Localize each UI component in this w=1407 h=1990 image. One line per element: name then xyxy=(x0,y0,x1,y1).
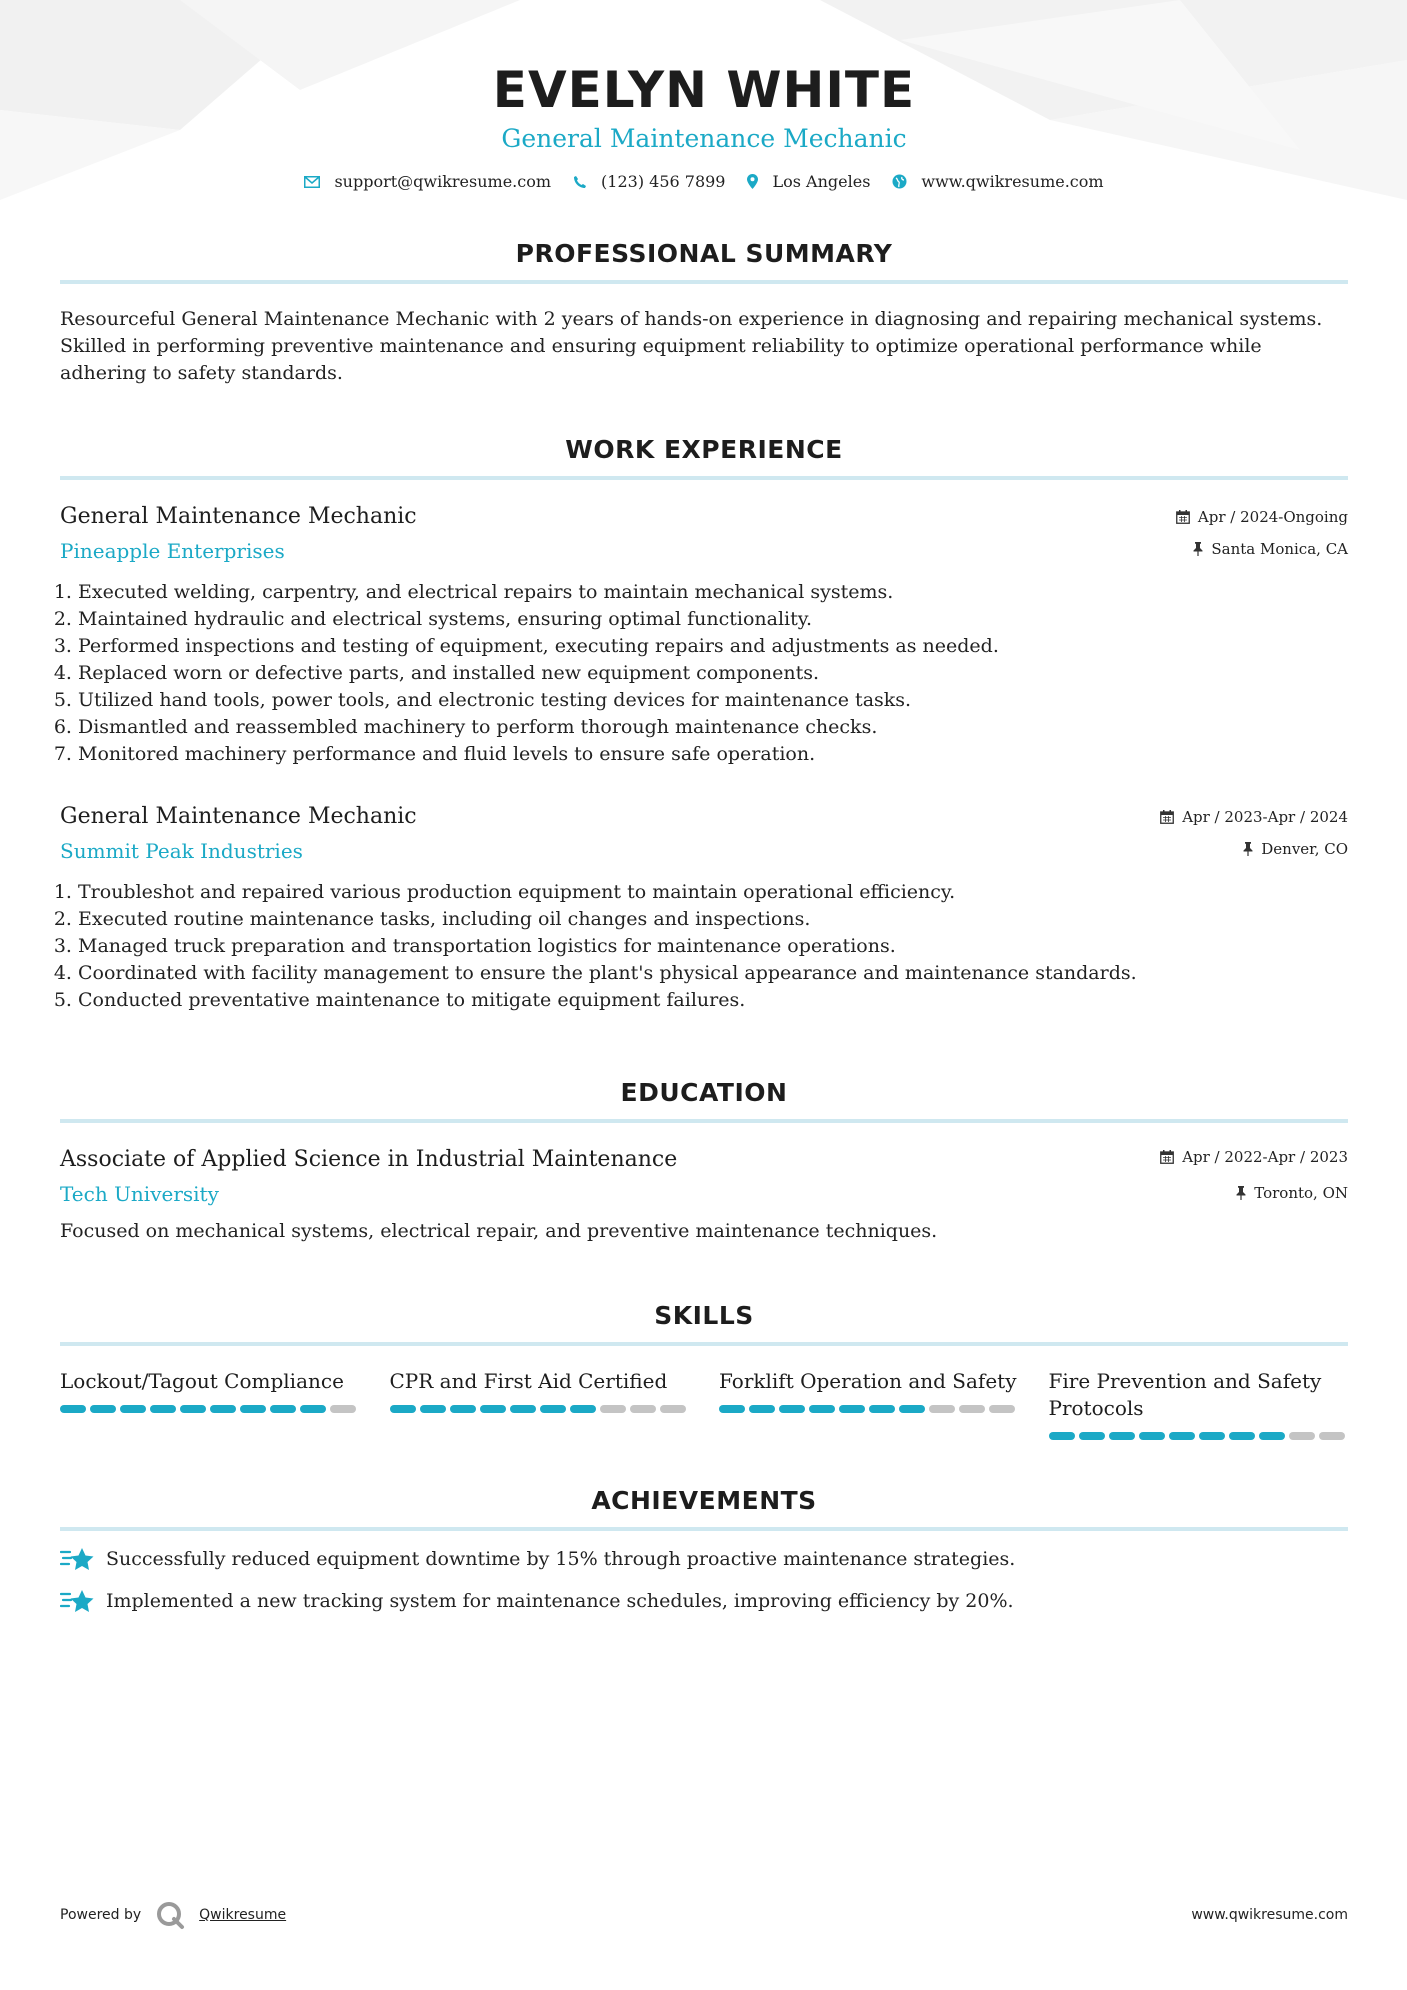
qwikresume-link[interactable]: Qwikresume xyxy=(199,1907,287,1923)
qwikresume-logo-icon xyxy=(155,1900,185,1930)
job-location: Santa Monica, CA xyxy=(1211,540,1348,558)
calendar-icon xyxy=(1160,1150,1174,1164)
resume-header xyxy=(60,0,1348,191)
skill-item xyxy=(60,1368,360,1440)
list-item: 4. Coordinated with facility management to ensure the plant's physical appearance and maintenance standards. xyxy=(78,960,1348,987)
skill-name: Lockout/Tagout Compliance xyxy=(60,1369,344,1393)
job-dates: Apr / 2024-Ongoing xyxy=(1197,508,1348,526)
skill-segment-filled xyxy=(270,1405,296,1413)
list-item: 5. Conducted preventative maintenance to mitigate equipment failures. xyxy=(78,987,1348,1014)
skill-segment-filled xyxy=(540,1405,566,1413)
job-entry xyxy=(60,502,1348,768)
job-dates: Apr / 2023-Apr / 2024 xyxy=(1182,808,1348,826)
contact-website-text: www.qwikresume.com xyxy=(921,172,1104,191)
skill-segment-filled xyxy=(180,1405,206,1413)
section-divider xyxy=(60,1119,1348,1123)
list-item: 2. Maintained hydraulic and electrical systems, ensuring optimal functionality. xyxy=(78,606,1348,633)
section-divider xyxy=(60,1342,1348,1346)
education-description: Focused on mechanical systems, electrical repair, and preventive maintenance techniques. xyxy=(60,1220,938,1242)
skill-segment-empty xyxy=(959,1405,985,1413)
skill-segment-filled xyxy=(1169,1432,1195,1440)
contact-bar xyxy=(60,172,1348,191)
shooting-star-icon xyxy=(60,1587,94,1615)
job-entry xyxy=(60,802,1348,1014)
job-company: Pineapple Enterprises xyxy=(60,539,285,563)
skill-segment-filled xyxy=(1079,1432,1105,1440)
education-location: Toronto, ON xyxy=(1254,1184,1348,1202)
skill-name: Fire Prevention and Safety Protocols xyxy=(1048,1369,1322,1420)
map-pin-icon xyxy=(747,174,758,189)
list-item: 3. Performed inspections and testing of equipment, executing repairs and adjustments as needed. xyxy=(78,633,1348,660)
section-divider xyxy=(60,476,1348,480)
contact-email-text: support@qwikresume.com xyxy=(334,172,552,191)
skill-segment-filled xyxy=(570,1405,596,1413)
skill-name: Forklift Operation and Safety xyxy=(719,1369,1017,1393)
skill-segment-filled xyxy=(1199,1432,1225,1440)
skill-segment-filled xyxy=(839,1405,865,1413)
contact-email[interactable] xyxy=(304,172,551,191)
skill-segment-empty xyxy=(330,1405,356,1413)
calendar-icon xyxy=(1176,510,1190,524)
degree-title: Associate of Applied Science in Industrial Maintenance xyxy=(60,1147,678,1172)
powered-by-label: Powered by xyxy=(60,1907,142,1923)
skill-segment-filled xyxy=(1109,1432,1135,1440)
skill-segment-filled xyxy=(60,1405,86,1413)
contact-phone[interactable] xyxy=(573,172,725,191)
job-location: Denver, CO xyxy=(1261,840,1348,858)
job-title: General Maintenance Mechanic xyxy=(60,804,417,829)
skill-segment-filled xyxy=(120,1405,146,1413)
skill-segment-filled xyxy=(420,1405,446,1413)
skill-level-bar xyxy=(60,1405,360,1413)
contact-location xyxy=(747,172,870,191)
skill-segment-filled xyxy=(240,1405,266,1413)
job-company: Summit Peak Industries xyxy=(60,839,303,863)
resume-page xyxy=(60,0,1348,1615)
experience-section xyxy=(60,433,1348,1014)
experience-heading: WORK EXPERIENCE xyxy=(565,435,843,464)
achievement-item xyxy=(60,1587,1348,1615)
list-item: 3. Managed truck preparation and transportation logistics for maintenance operations. xyxy=(78,933,1348,960)
skill-segment-filled xyxy=(779,1405,805,1413)
skills-section xyxy=(60,1299,1348,1440)
skill-segment-filled xyxy=(390,1405,416,1413)
contact-phone-text: (123) 456 7899 xyxy=(601,172,726,191)
skill-level-bar xyxy=(719,1405,1019,1413)
skill-segment-empty xyxy=(1319,1432,1345,1440)
candidate-name: EVELYN WHITE xyxy=(492,61,916,119)
skill-segment-empty xyxy=(989,1405,1015,1413)
skill-segment-empty xyxy=(1289,1432,1315,1440)
footer-website[interactable]: www.qwikresume.com xyxy=(1191,1907,1348,1923)
page-footer xyxy=(60,1900,1348,1930)
skill-segment-filled xyxy=(150,1405,176,1413)
skill-segment-filled xyxy=(1049,1432,1075,1440)
skills-grid xyxy=(60,1368,1348,1440)
skill-segment-filled xyxy=(300,1405,326,1413)
summary-heading: PROFESSIONAL SUMMARY xyxy=(515,239,893,268)
achievements-heading: ACHIEVEMENTS xyxy=(591,1486,817,1515)
skill-segment-filled xyxy=(1139,1432,1165,1440)
skill-item xyxy=(1049,1368,1349,1440)
education-dates: Apr / 2022-Apr / 2023 xyxy=(1182,1148,1348,1166)
list-item: 1. Executed welding, carpentry, and electrical repairs to maintain mechanical systems. xyxy=(78,579,1348,606)
skill-segment-filled xyxy=(510,1405,536,1413)
shooting-star-icon xyxy=(60,1545,94,1573)
skill-segment-filled xyxy=(719,1405,745,1413)
education-entry xyxy=(60,1145,1348,1245)
calendar-icon xyxy=(1160,810,1174,824)
education-section xyxy=(60,1076,1348,1245)
job-bullets xyxy=(60,879,1348,1014)
achievement-text: Successfully reduced equipment downtime by 15% through proactive maintenance strategies. xyxy=(106,1547,1016,1570)
skill-segment-empty xyxy=(929,1405,955,1413)
skill-segment-filled xyxy=(869,1405,895,1413)
section-divider xyxy=(60,280,1348,284)
list-item: 4. Replaced worn or defective parts, and installed new equipment components. xyxy=(78,660,1348,687)
education-heading: EDUCATION xyxy=(620,1078,788,1107)
skill-segment-filled xyxy=(450,1405,476,1413)
phone-icon xyxy=(573,175,587,189)
section-divider xyxy=(60,1527,1348,1531)
skill-segment-empty xyxy=(600,1405,626,1413)
candidate-title: General Maintenance Mechanic xyxy=(501,124,907,153)
skill-segment-empty xyxy=(630,1405,656,1413)
summary-text: Resourceful General Maintenance Mechanic with 2 years of hands-on experience in diagnosing and repairing mechanical systems. Skilled in performing preventive maintenance and ensuring equipment reliability to optimize operational performance while adhering to safety standards. xyxy=(60,308,1323,384)
summary-section xyxy=(60,237,1348,387)
skill-item xyxy=(390,1368,690,1440)
skill-level-bar xyxy=(390,1405,690,1413)
contact-location-text: Los Angeles xyxy=(772,172,871,191)
skill-segment-filled xyxy=(1229,1432,1255,1440)
skill-segment-filled xyxy=(749,1405,775,1413)
pushpin-icon xyxy=(1236,1186,1246,1200)
skill-level-bar xyxy=(1049,1432,1349,1440)
skill-segment-filled xyxy=(809,1405,835,1413)
achievement-text: Implemented a new tracking system for maintenance schedules, improving efficiency by 20%. xyxy=(106,1589,1014,1612)
envelope-icon xyxy=(304,176,320,188)
skill-segment-filled xyxy=(1259,1432,1285,1440)
skill-item xyxy=(719,1368,1019,1440)
job-bullets xyxy=(60,579,1348,768)
skill-name: CPR and First Aid Certified xyxy=(389,1369,668,1393)
list-item: 5. Utilized hand tools, power tools, and electronic testing devices for maintenance tasks. xyxy=(78,687,1348,714)
list-item: 1. Troubleshot and repaired various production equipment to maintain operational efficiency. xyxy=(78,879,1348,906)
skill-segment-filled xyxy=(899,1405,925,1413)
pushpin-icon xyxy=(1243,842,1253,856)
skill-segment-filled xyxy=(90,1405,116,1413)
skills-heading: SKILLS xyxy=(654,1301,754,1330)
skill-segment-filled xyxy=(480,1405,506,1413)
list-item: 7. Monitored machinery performance and fluid levels to ensure safe operation. xyxy=(78,741,1348,768)
globe-icon xyxy=(892,174,907,189)
list-item: 2. Executed routine maintenance tasks, including oil changes and inspections. xyxy=(78,906,1348,933)
skill-segment-filled xyxy=(210,1405,236,1413)
achievements-section xyxy=(60,1484,1348,1615)
contact-website[interactable] xyxy=(892,172,1103,191)
skill-segment-empty xyxy=(660,1405,686,1413)
list-item: 6. Dismantled and reassembled machinery to perform thorough maintenance checks. xyxy=(78,714,1348,741)
pushpin-icon xyxy=(1193,542,1203,556)
school-name: Tech University xyxy=(60,1182,219,1206)
achievement-item xyxy=(60,1545,1348,1573)
job-title: General Maintenance Mechanic xyxy=(60,504,417,529)
